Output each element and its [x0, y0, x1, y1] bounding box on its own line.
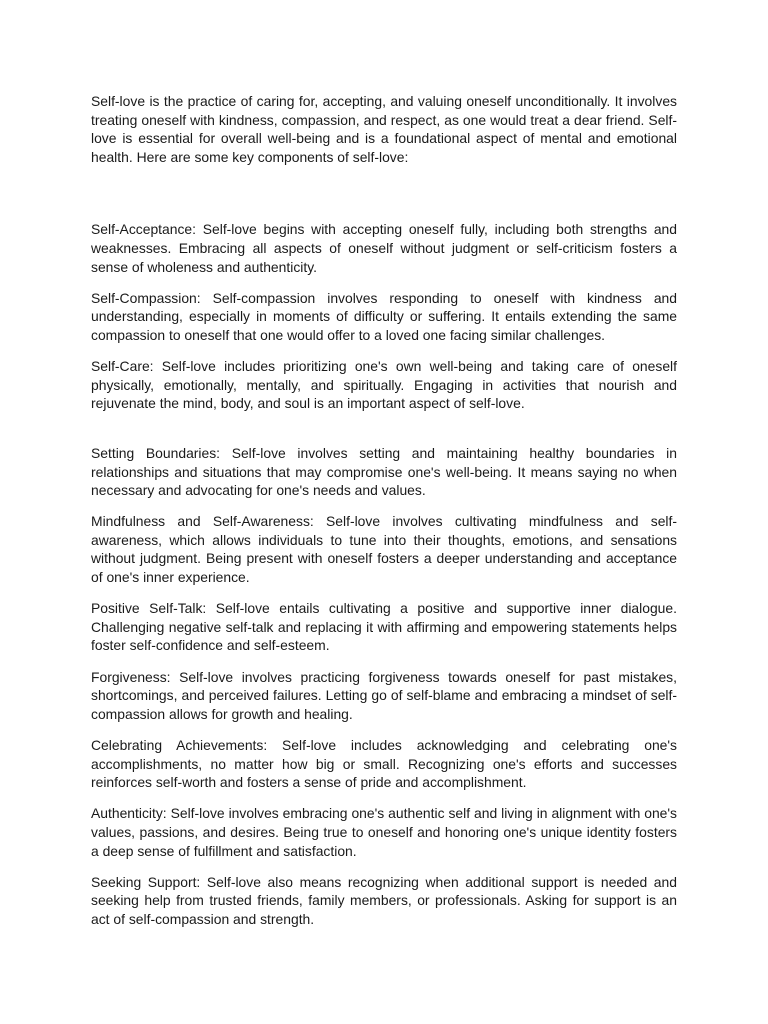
document-page — [91, 92, 677, 929]
component-self-acceptance: Self-Acceptance: Self-love begins with accepting oneself fully, including both strengths and weaknesses. Embracing all aspects of oneself without judgment or self-criticism fosters a sense of wholeness and authenticity. — [91, 221, 677, 275]
component-setting-boundaries: Setting Boundaries: Self-love involves setting and maintaining healthy boundaries in relationships and situations that may compromise one's well-being. It means saying no when necessary and advocating for one's needs and values. — [91, 444, 677, 499]
intro-paragraph: Self-love is the practice of caring for, accepting, and valuing oneself unconditionally. It involves treating oneself with kindness, compassion, and respect, as one would treat a dear friend. Self-love is essential for overall well-being and is a foundational aspect of mental and emotional health. Here are some key components of self-love: — [91, 93, 677, 165]
component-positive-self-talk: Positive Self-Talk: Self-love entails cultivating a positive and supportive inner dialogue. Challenging negative self-talk and replacing it with affirming and empowering statements helps foster self-confidence and self-esteem. — [91, 600, 677, 654]
component-self-care: Self-Care: Self-love includes prioritizing one's own well-being and taking care of oneself physically, emotionally, mentally, and spiritually. Engaging in activities that nourish and rejuvenate the mind, body, and soul is an important aspect of self-love. — [91, 358, 677, 412]
component-seeking-support: Seeking Support: Self-love also means recognizing when additional support is needed and seeking help from trusted friends, family members, or professionals. Asking for support is an act of self-compassion and strength. — [91, 873, 677, 927]
component-mindfulness: Mindfulness and Self-Awareness: Self-love involves cultivating mindfulness and self-awareness, which allows individuals to tune into their thoughts, emotions, and sensations without judgment. Being present with oneself fosters a deeper understanding and acceptance of one's inner experience. — [91, 513, 677, 586]
component-self-compassion: Self-Compassion: Self-compassion involves responding to oneself with kindness and understanding, especially in moments of difficulty or suffering. It entails extending the same compassion to oneself that one would offer to a loved one facing similar challenges. — [91, 289, 677, 343]
component-celebrating-achievements: Celebrating Achievements: Self-love includes acknowledging and celebrating one's accomplishments, no matter how big or small. Recognizing one's efforts and successes reinforces self-worth and fosters a sense of pride and accomplishment. — [91, 737, 677, 791]
component-authenticity: Authenticity: Self-love involves embracing one's authentic self and living in alignment with one's values, passions, and desires. Being true to oneself and honoring one's unique identity fosters a deep sense of fulfillment and satisfaction. — [91, 805, 677, 859]
component-forgiveness: Forgiveness: Self-love involves practicing forgiveness towards oneself for past mistakes, shortcomings, and perceived failures. Letting go of self-blame and embracing a mindset of self-compassion allows for growth and healing. — [91, 668, 677, 722]
